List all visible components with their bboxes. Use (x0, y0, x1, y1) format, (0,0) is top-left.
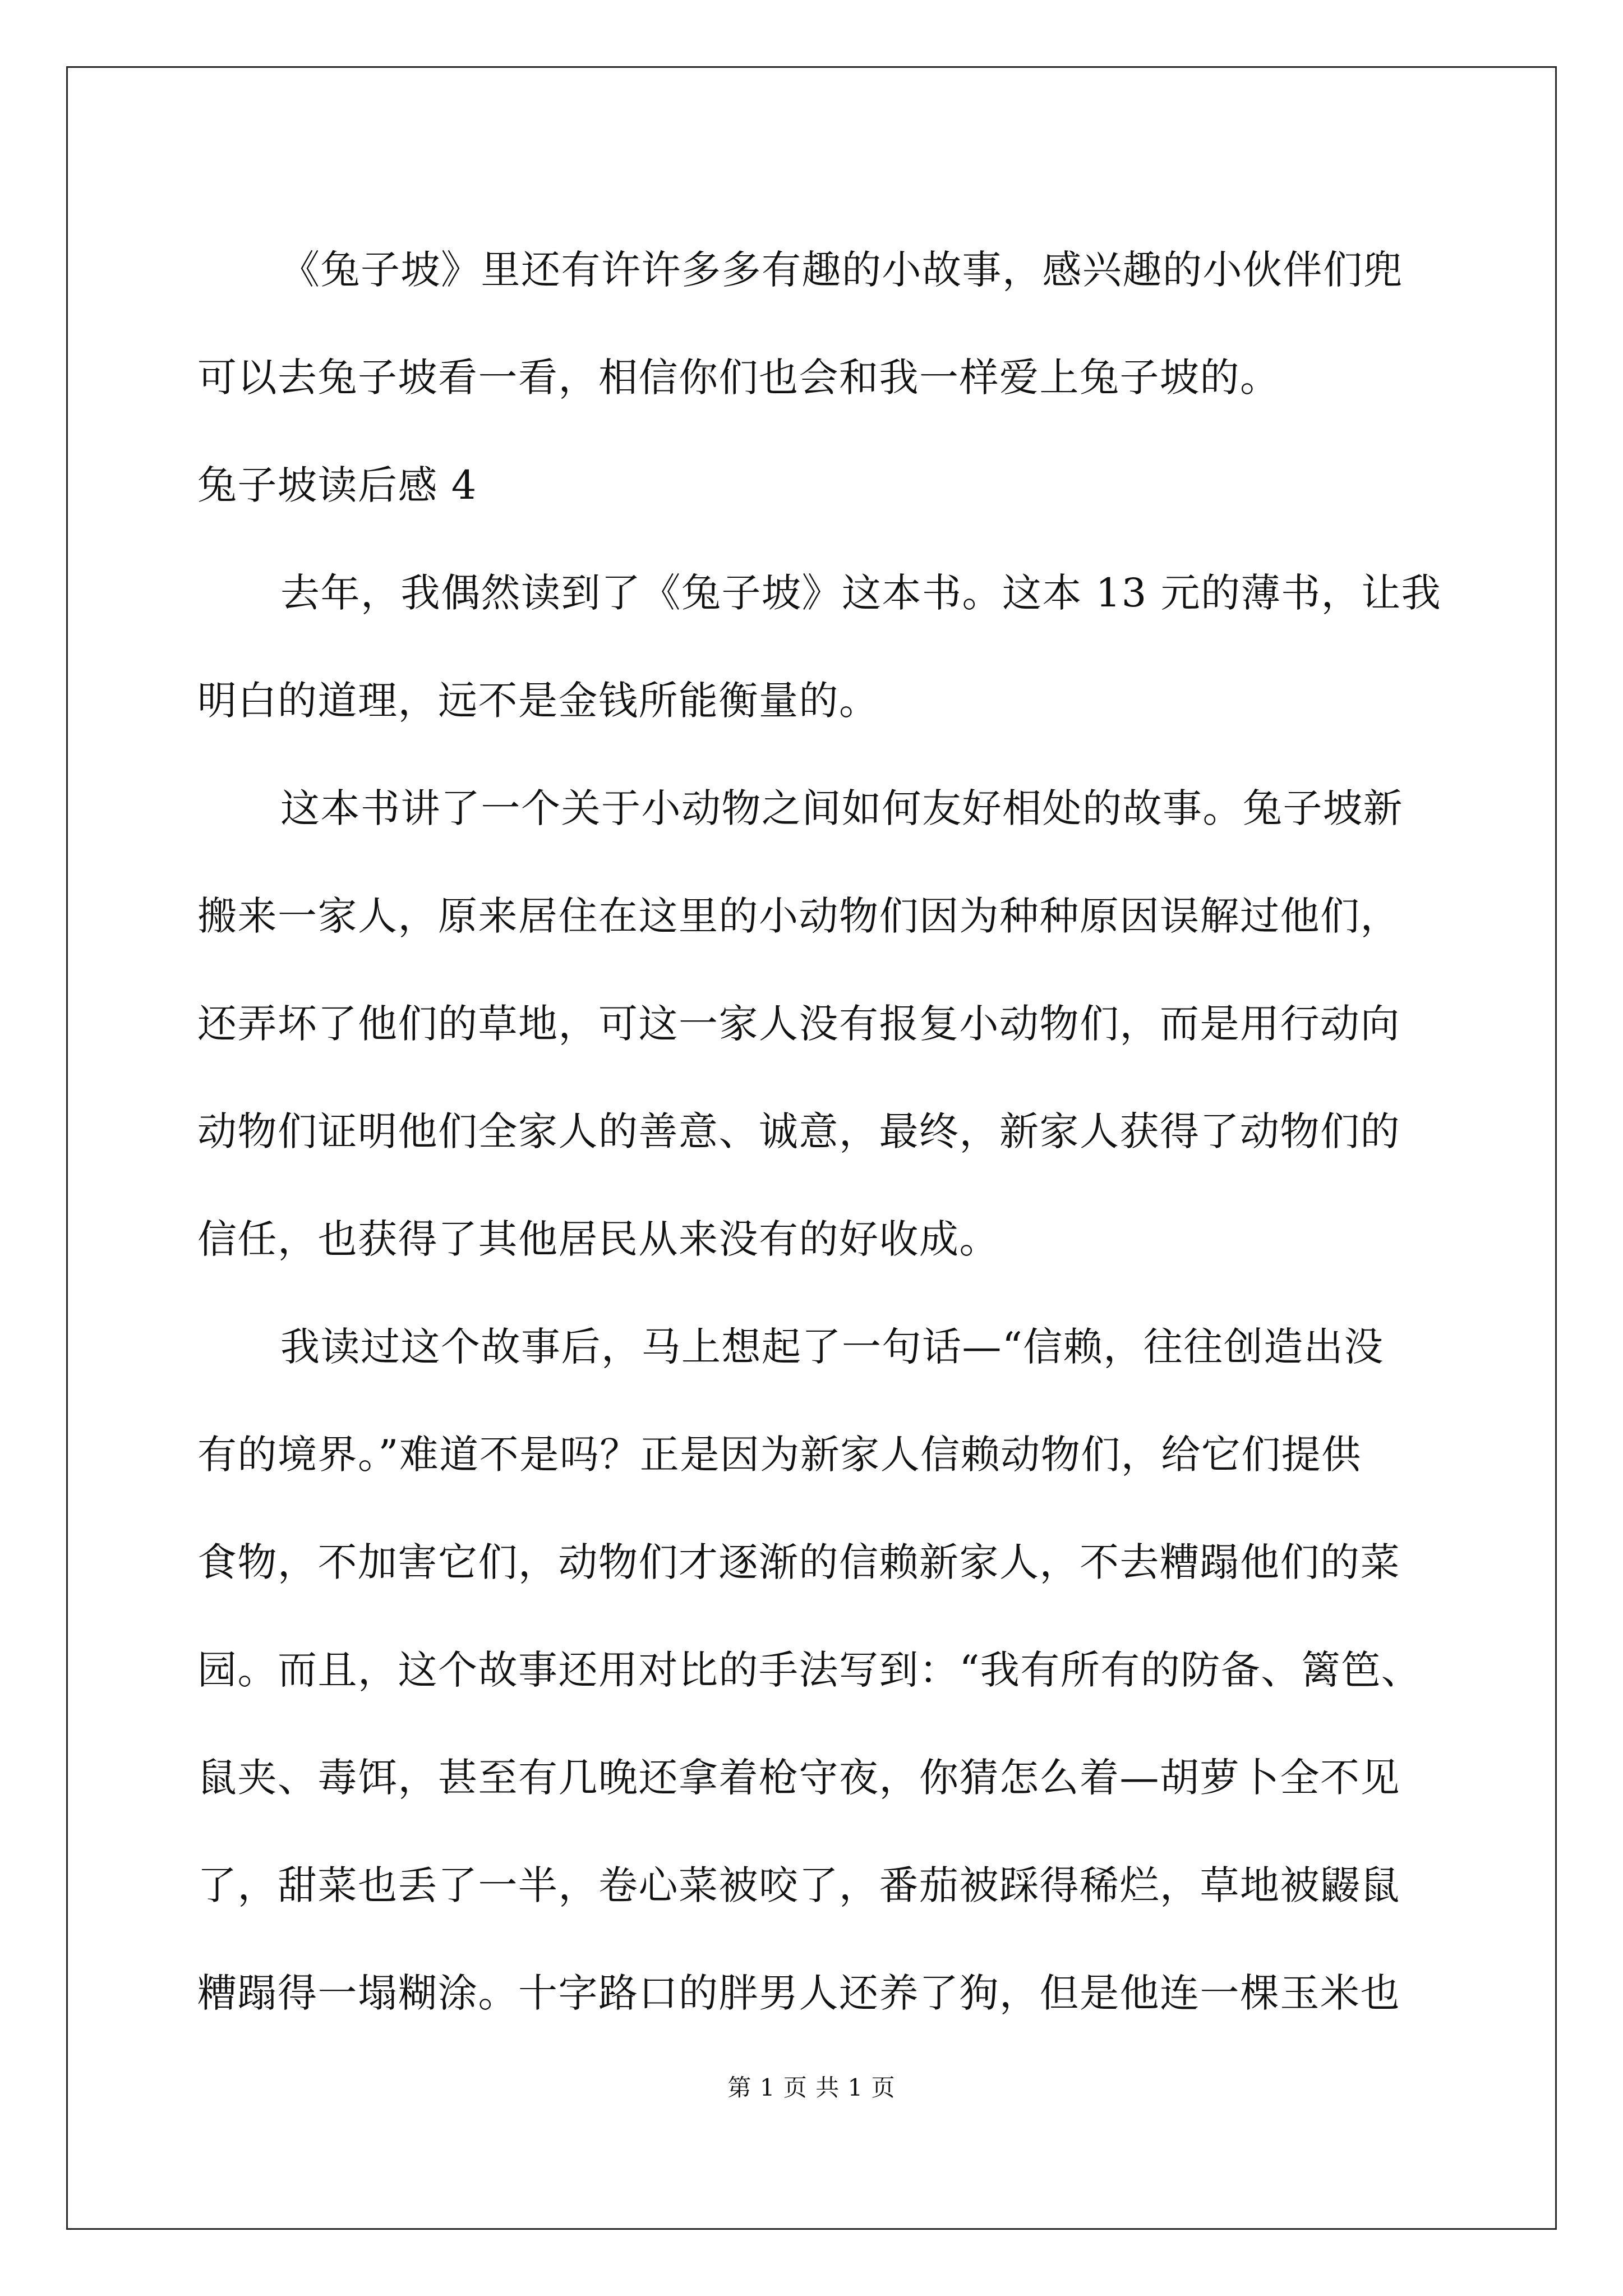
text-line-13: 食物，不加害它们，动物们才逐渐的信赖新家人，不去糟蹋他们的菜 (197, 1539, 1400, 1585)
text-line-11: 我读过这个故事后，马上想起了一句话—“信赖，往往创造出没 (280, 1324, 1384, 1370)
text-line-2: 可以去兔子坡看一看，相信你们也会和我一样爱上兔子坡的。 (197, 355, 1280, 401)
document-body (197, 216, 1442, 2047)
text-line-6: 这本书讲了一个关于小动物之间如何友好相处的故事。兔子坡新 (280, 785, 1403, 831)
text-line-16: 了，甜菜也丢了一半，卷心菜被咬了，番茄被踩得稀烂，草地被鼹鼠 (197, 1862, 1400, 1908)
section-heading: 兔子坡读后感 4 (197, 462, 477, 508)
text-line-4: 去年，我偶然读到了《兔子坡》这本书。这本 13 元的薄书，让我 (280, 570, 1442, 616)
text-line-8: 还弄坏了他们的草地，可这一家人没有报复小动物们，而是用行动向 (197, 1001, 1400, 1047)
text-line-14: 园。而且，这个故事还用对比的手法写到：“我有所有的防备、篱笆、 (197, 1647, 1422, 1693)
text-line-17: 糟蹋得一塌糊涂。十字路口的胖男人还养了狗，但是他连一棵玉米也 (197, 1970, 1400, 2016)
text-line-5: 明白的道理，远不是金钱所能衡量的。 (197, 678, 879, 724)
text-line-12: 有的境界。”难道不是吗？正是因为新家人信赖动物们，给它们提供 (197, 1432, 1362, 1478)
text-line-7: 搬来一家人，原来居住在这里的小动物们因为种种原因误解过他们， (197, 893, 1400, 939)
page-number-footer: 第 1 页 共 1 页 (727, 2074, 896, 2101)
text-line-15: 鼠夹、毒饵，甚至有几晚还拿着枪守夜，你猜怎么着—胡萝卜全不见 (197, 1755, 1400, 1801)
text-line-1: 《兔子坡》里还有许许多多有趣的小故事，感兴趣的小伙伴们兜 (280, 247, 1403, 293)
text-line-9: 动物们证明他们全家人的善意、诚意，最终，新家人获得了动物们的 (197, 1108, 1400, 1154)
text-line-10: 信任，也获得了其他居民从来没有的好收成。 (197, 1216, 999, 1262)
